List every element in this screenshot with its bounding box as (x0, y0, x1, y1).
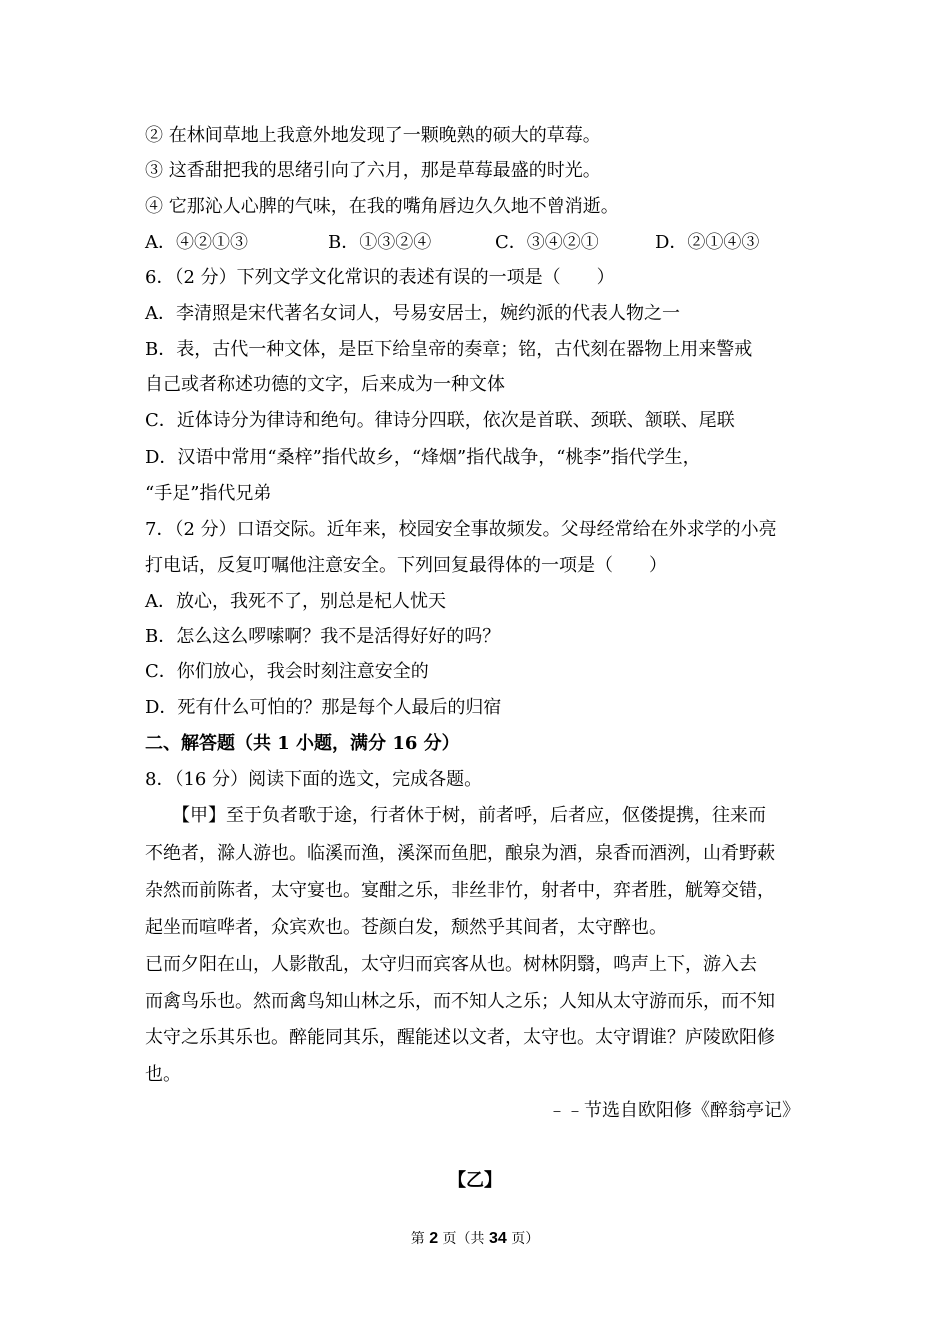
passage-jia-line: 杂然而前陈者，太守宴也。宴酣之乐，非丝非竹，射者中，弈者胜，觥筹交错， (145, 880, 775, 901)
passage-jia-line: 不绝者，滁人游也。临溪而渔，溪深而鱼肥，酿泉为酒，泉香而酒洌，山肴野蔌 (145, 843, 775, 864)
passage-jia-line: 也。 (145, 1064, 181, 1085)
q5-option-a: A．④②①③ (145, 232, 248, 253)
passage-jia-line: 起坐而喧哗者，众宾欢也。苍颜白发，颓然乎其间者，太守醉也。 (145, 917, 667, 938)
q5-option-b: B．①③②④ (328, 232, 432, 253)
sentence-3: ③ 这香甜把我的思绪引向了六月，那是草莓最盛的时光。 (145, 160, 601, 181)
q7-stem-cont: 打电话，反复叮嘱他注意安全。下列回复最得体的一项是（ ） (145, 555, 667, 576)
passage-jia-line: 太守之乐其乐也。醉能同其乐，醒能述以文者，太守也。太守谓谁？庐陵欧阳修 (145, 1027, 775, 1048)
sentence-4: ④ 它那沁人心脾的气味，在我的嘴角唇边久久地不曾消逝。 (145, 196, 619, 217)
q6-option-b: B．表，古代一种文体，是臣下给皇帝的奏章；铭，古代刻在器物上用来警戒 (145, 339, 753, 360)
q8-stem: 8．（16 分）阅读下面的选文，完成各题。 (145, 769, 483, 790)
passage-source: ﹣﹣节选自欧阳修《醉翁亭记》 (548, 1100, 800, 1121)
q7-option-b: B．怎么这么啰嗦啊？我不是活得好好的吗？ (145, 626, 501, 647)
q6-option-a: A．李清照是宋代著名女词人，号易安居士，婉约派的代表人物之一 (145, 303, 680, 324)
page-number: 2 (429, 1230, 439, 1247)
q6-option-b-cont: 自己或者称述功德的文字，后来成为一种文体 (145, 374, 505, 395)
passage-jia-line: 【甲】至于负者歌于途，行者休于树，前者呼，后者应，伛偻提携，往来而 (145, 805, 766, 826)
q6-option-d: D．汉语中常用“桑梓”指代故乡，“烽烟”指代战争，“桃李”指代学生， (145, 447, 701, 468)
section-heading: 二、解答题（共 1 小题，满分 16 分） (145, 733, 460, 754)
q6-option-d-cont: “手足”指代兄弟 (145, 483, 272, 504)
q5-options (145, 232, 815, 254)
q6-option-c: C．近体诗分为律诗和绝句。律诗分四联，依次是首联、颈联、颔联、尾联 (145, 410, 735, 431)
q7-option-c: C．你们放心，我会时刻注意安全的 (145, 661, 429, 682)
total-pages: 34 (489, 1230, 507, 1247)
passage-jia-line: 已而夕阳在山，人影散乱，太守归而宾客从也。树林阴翳，鸣声上下，游入去 (145, 954, 757, 975)
q7-option-a: A．放心，我死不了，别总是杞人忧天 (145, 591, 446, 612)
q5-option-d: D．②①④③ (655, 232, 760, 253)
q7-stem: 7．（2 分）口语交际。近年来，校园安全事故频发。父母经常给在外求学的小亮 (145, 519, 777, 540)
passage-jia-line: 而禽鸟乐也。然而禽鸟知山林之乐，而不知人之乐；人知从太守游而乐，而不知 (145, 991, 775, 1012)
passage-yi-heading: 【乙】 (448, 1170, 502, 1191)
sentence-2: ② 在林间草地上我意外地发现了一颗晚熟的硕大的草莓。 (145, 125, 601, 146)
q6-stem: 6．（2 分）下列文学文化常识的表述有误的一项是（ ） (145, 267, 615, 288)
footer-suffix: 页） (506, 1231, 540, 1247)
q7-option-d: D．死有什么可怕的？那是每个人最后的归宿 (145, 697, 502, 718)
footer-middle: 页（共 (438, 1231, 489, 1247)
page-footer (0, 1230, 950, 1248)
q5-option-c: C．③④②① (495, 232, 599, 253)
footer-prefix: 第 (410, 1231, 430, 1247)
